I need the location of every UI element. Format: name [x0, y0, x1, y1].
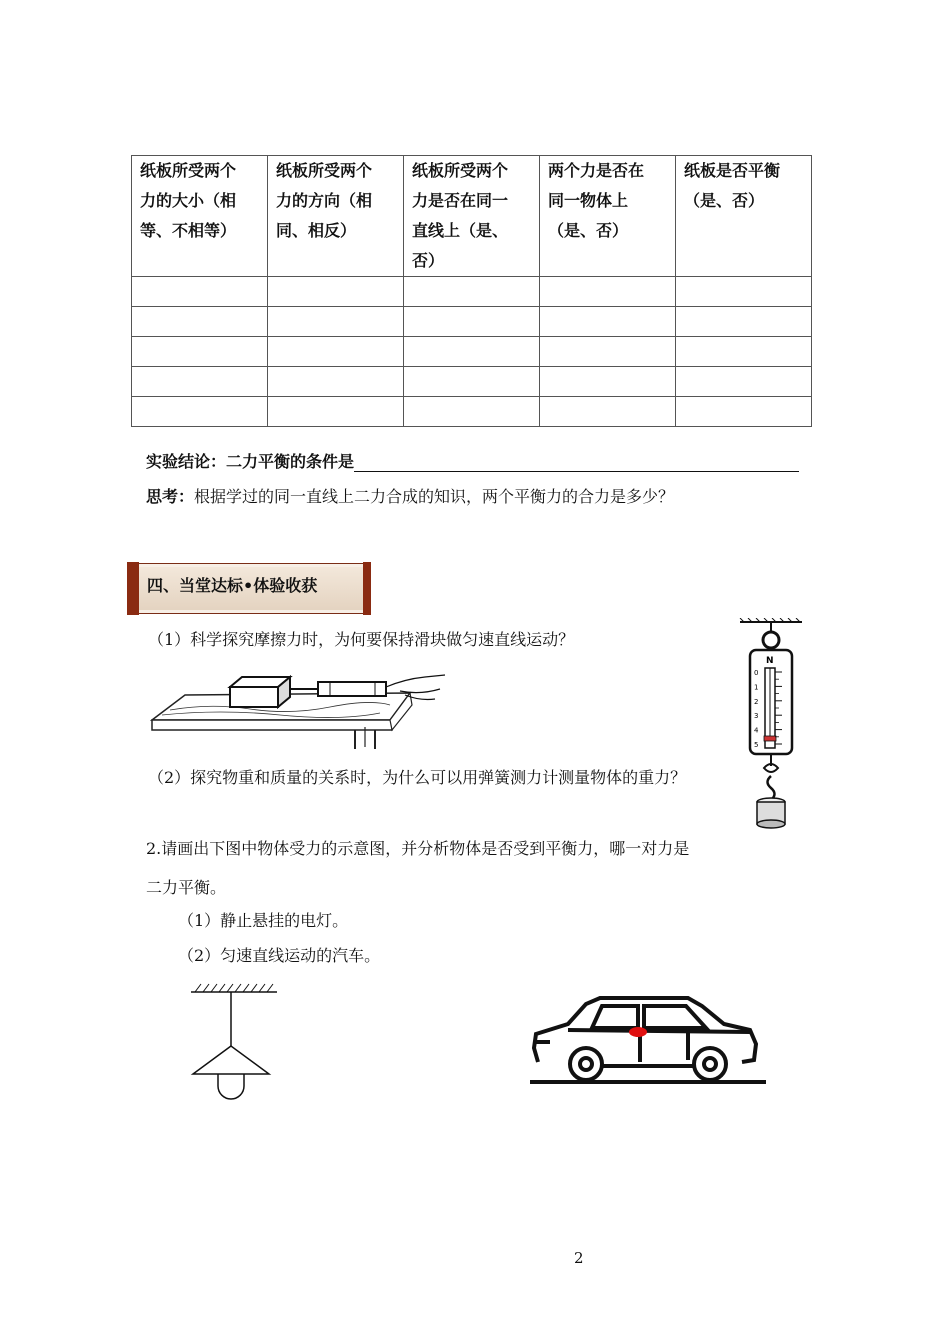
page-number: 2 — [574, 1249, 584, 1267]
scale-tick-label: 1 — [754, 683, 759, 692]
think-text: 根据学过的同一直线上二力合成的知识，两个平衡力的合力是多少？ — [194, 487, 675, 506]
scale-tick-label: 2 — [754, 697, 759, 706]
table-cell[interactable] — [404, 397, 540, 427]
table-cell[interactable] — [404, 337, 540, 367]
table-cell[interactable] — [540, 307, 676, 337]
header-line: 纸板是否平衡 — [684, 161, 781, 180]
q1-part1: （1）科学探究摩擦力时，为何要保持滑块做匀速直线运动？ — [148, 630, 575, 649]
table-cell[interactable] — [676, 307, 812, 337]
table-cell[interactable] — [540, 277, 676, 307]
table-cell[interactable] — [676, 277, 812, 307]
header-line: 力是否在同一 — [412, 191, 509, 210]
header-line: 同一物体上 — [548, 191, 629, 210]
think-line — [146, 484, 674, 507]
q2-part1: （1）静止悬挂的电灯。 — [178, 911, 349, 930]
header-line: 纸板所受两个 — [140, 161, 237, 180]
table-cell[interactable] — [404, 367, 540, 397]
hanging-lamp-figure — [185, 980, 285, 1104]
header-line: 直线上（是、 — [412, 221, 509, 240]
table-cell[interactable] — [132, 307, 268, 337]
section-title: 四、当堂达标•体验收获 — [147, 576, 318, 595]
table-cell[interactable] — [268, 397, 404, 427]
table-cell[interactable] — [132, 367, 268, 397]
header-line: 纸板所受两个 — [412, 161, 509, 180]
header-line: 否） — [412, 251, 445, 270]
q1-part2: （2）探究物重和质量的关系时，为什么可以用弹簧测力计测量物体的重力？ — [148, 768, 687, 787]
scale-tick-label: 3 — [754, 712, 759, 721]
header-same-line — [404, 156, 540, 277]
q2-line2: 二力平衡。 — [146, 878, 227, 897]
header-line: 等、不相等） — [140, 221, 237, 240]
header-force-size — [132, 156, 268, 277]
table-cell[interactable] — [268, 277, 404, 307]
conclusion-blank[interactable] — [354, 453, 799, 472]
table-cell[interactable] — [268, 337, 404, 367]
conclusion-label: 实验结论：二力平衡的条件是 — [146, 452, 355, 471]
table-cell[interactable] — [540, 337, 676, 367]
table-cell[interactable] — [676, 367, 812, 397]
table-row — [132, 337, 812, 367]
table-cell[interactable] — [132, 277, 268, 307]
section-banner — [128, 563, 370, 614]
table-cell[interactable] — [540, 367, 676, 397]
table-cell[interactable] — [132, 337, 268, 367]
q2-part2: （2）匀速直线运动的汽车。 — [178, 946, 381, 965]
header-balanced — [676, 156, 812, 277]
scale-tick-label: 0 — [754, 669, 759, 677]
table-header-row — [132, 156, 812, 277]
table-row — [132, 277, 812, 307]
header-line: 两个力是否在 — [548, 161, 645, 180]
table-cell[interactable] — [540, 397, 676, 427]
table-cell[interactable] — [404, 277, 540, 307]
friction-experiment-figure — [150, 665, 455, 753]
header-line: （是、否） — [684, 191, 765, 210]
scale-tick-label: 5 — [754, 741, 759, 749]
header-force-direction — [268, 156, 404, 277]
banner-left-bar — [127, 562, 139, 615]
experiment-table — [131, 155, 812, 427]
table-cell[interactable] — [268, 367, 404, 397]
header-same-object — [540, 156, 676, 277]
header-line: 力的大小（相 — [140, 191, 237, 210]
spring-scale-figure — [738, 618, 806, 834]
header-line: 纸板所受两个 — [276, 161, 373, 180]
table-row — [132, 397, 812, 427]
table-cell[interactable] — [268, 307, 404, 337]
header-line: 同、相反） — [276, 221, 357, 240]
table-cell[interactable] — [676, 397, 812, 427]
table-row — [132, 367, 812, 397]
table-cell[interactable] — [676, 337, 812, 367]
table-cell[interactable] — [404, 307, 540, 337]
banner-right-bar — [363, 562, 371, 615]
header-line: （是、否） — [548, 221, 629, 240]
table-row — [132, 307, 812, 337]
car-figure — [528, 990, 768, 1086]
car-center-dot — [629, 1027, 647, 1037]
scale-unit-label: N — [766, 656, 774, 666]
scale-tick-label: 4 — [754, 726, 759, 735]
header-line: 力的方向（相 — [276, 191, 373, 210]
conclusion-line — [146, 449, 799, 472]
table-cell[interactable] — [132, 397, 268, 427]
think-label: 思考： — [146, 487, 195, 506]
q2-line1: 2.请画出下图中物体受力的示意图，并分析物体是否受到平衡力，哪一对力是 — [146, 839, 690, 858]
